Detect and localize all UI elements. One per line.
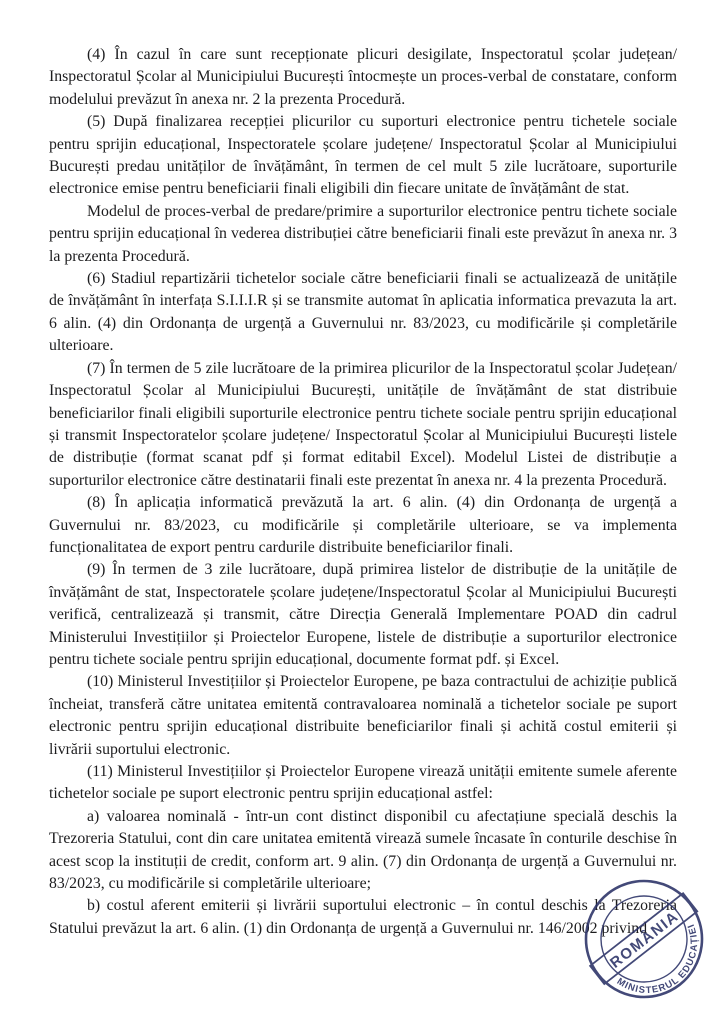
document-body [49,44,677,940]
paragraph-10: (10) Ministerul Investițiilor și Proiectelor Europene, pe baza contractului de achiziție publică încheiat, transferă către unitatea emitentă contravaloarea nominală a tichetelor sociale pe suport electronic pentru sprijin educațional distribuite beneficiarilor finali și achită costul emiterii și livrării suportului electronic. [49,673,677,758]
paragraph-6: (6) Stadiul repartizării tichetelor sociale către beneficiarii finali se actualizează de unitățile de învățământ în interfața S.I.I.I.R și se transmite automat în aplicatia informatica prevazuta la art. 6 alin. (4) din Ordonanța de urgență a Guvernului nr. 83/2023, cu modificările și completările ulterioare. [49,270,677,355]
stamp-ring-text: MINISTERUL EDUCAȚIEI [614,921,701,997]
paragraph-9: (9) În termen de 3 zile lucrătoare, după primirea listelor de distribuție de la unitățile de învățământ de stat, Inspectoratele școlare județene/Inspectoratul Școlar al Municipiului București verifică, centralizează și transmit, către Direcția Generală Implementare POAD din cadrul Ministerului Investițiilor și Proiectelor Europene, listele de distribuție a suporturilor electronice pentru tichete sociale pentru sprijin educațional, documente format pdf. și Excel. [49,561,677,668]
paragraph-8: (8) În aplicația informatică prevăzută la art. 6 alin. (4) din Ordonanța de urgență a Guvernului nr. 83/2023, cu modificările și completările ulterioare, se va implementa funcționalitatea de export pentru cardurile distribuite beneficiarilor finali. [49,494,677,556]
paragraph-7: (7) În termen de 5 zile lucrătoare de la primirea plicurilor de la Inspectoratul școlar Județean/ Inspectoratul Școlar al Municipiului București, unitățile de învățământ de stat distribuie beneficiarilor finali eligibili suporturile electronice pentru tichete sociale pentru sprijin educațional și transmit Inspectoratelor școlare județene/ Inspectoratul Școlar al Municipiului București listele de distribuție (format scanat pdf și format editabil Excel). Modelul Listei de distribuție a suporturilor electronice către destinatarii finali este prezentat în anexa nr. 4 la prezenta Procedură. [49,359,677,489]
paragraph-model-anexa-3: Modelul de proces-verbal de predare/primire a suporturilor electronice pentru tichete sociale pentru sprijin educațional în vederea distribuției către beneficiarii finali este prevăzut în anexa nr. 3 la prezenta Procedură. [49,202,677,265]
stamp-banner-text: ROMÂNIA [607,907,683,972]
paragraph-11a: a) valoarea nominală - într-un cont distinct disponibil cu afectațiune specială deschis la Trezoreria Statului, cont din care unitatea emitentă virează sumele încasate în conturile deschise în acest scop la instituții de credit, conform art. 9 alin. (7) din Ordonanța de urgență a Guvernului nr. 83/2023, cu modificările si completările ulterioare; [49,807,677,893]
paragraph-5: (5) După finalizarea recepției plicurilor cu suporturi electronice pentru tichetele sociale pentru sprijin educațional, Inspectoratele școlare județene/ Inspectoratul Școlar al Municipiului București predau unităților de învățământ, în termen de cel mult 5 zile lucrătoare, suporturile electronice emise pentru beneficiarii finali eligibili din fiecare unitate de învățământ de stat. [49,113,677,198]
paragraph-11: (11) Ministerul Investițiilor și Proiectelor Europene virează unității emitente sumele aferente tichetelor sociale pe suport electronic pentru sprijin educațional astfel: [49,763,677,803]
paragraph-4: (4) În cazul în care sunt recepționate plicuri desigilate, Inspectoratul școlar județean/ Inspectoratul Școlar al Municipiului București întocmește un proces-verbal de constatare, conform modelului prevăzut în anexa nr. 2 la prezenta Procedură. [49,46,677,108]
paragraph-11b: b) costul aferent emiterii și livrării suportului electronic – în contul deschis la Trezoreria Statului prevăzut la art. 6 alin. (1) din Ordonanța de urgență a Guvernului nr. 146/2002 privind [49,897,677,937]
